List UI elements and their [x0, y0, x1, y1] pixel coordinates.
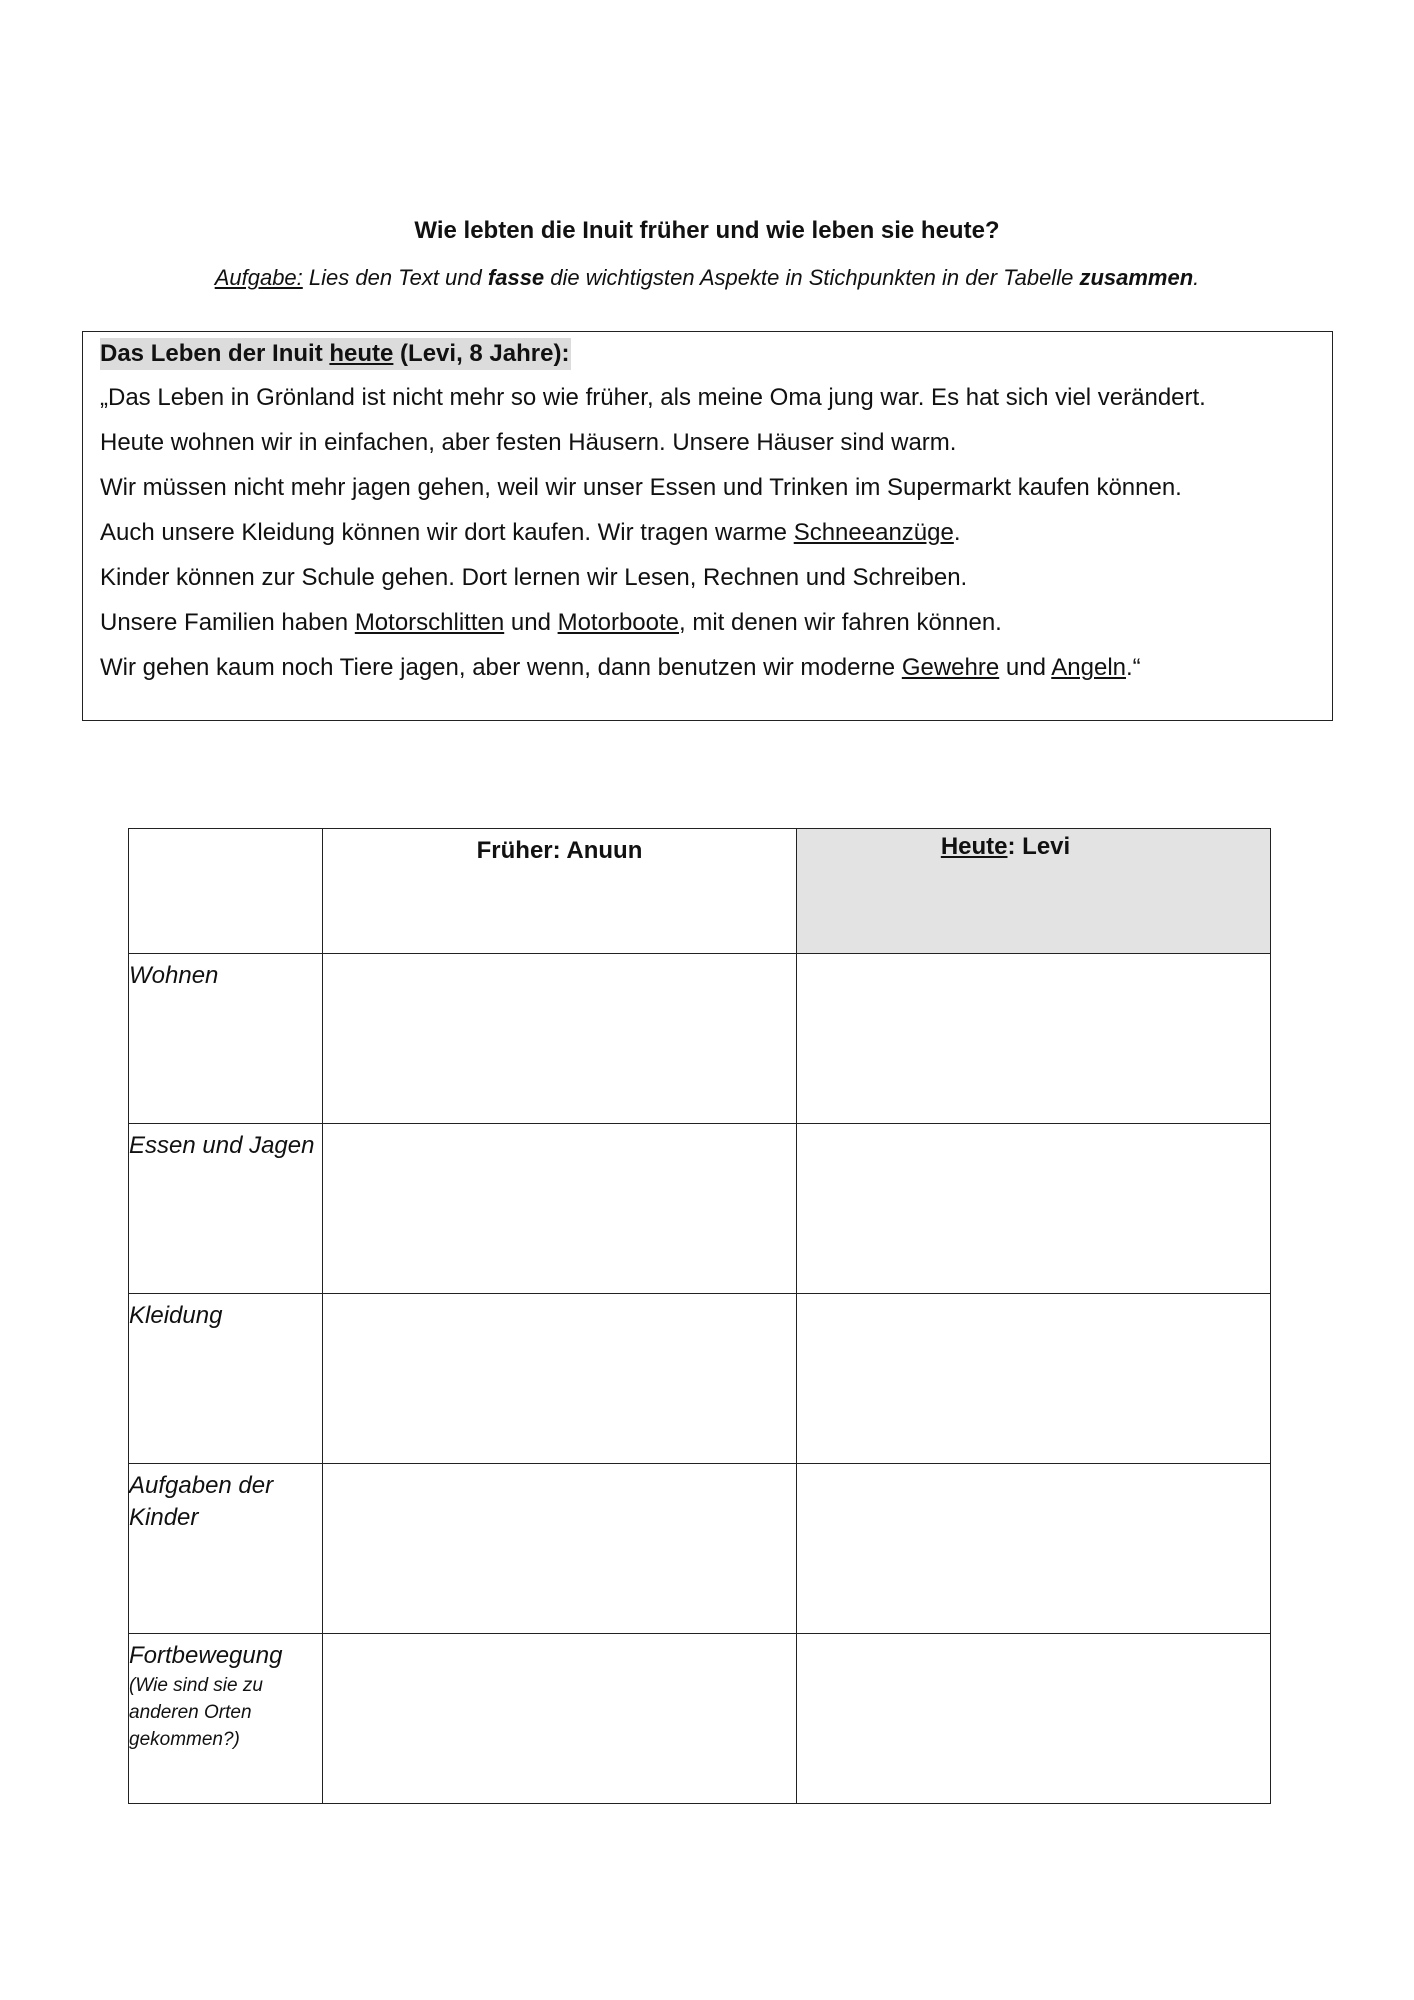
answer-cell-heute[interactable]: [797, 954, 1271, 1124]
reading-text-box: [82, 331, 1333, 721]
table-row: [129, 1124, 1271, 1294]
row-label-text: Kleidung: [129, 1302, 223, 1329]
task-instruction: [0, 264, 1414, 292]
text-part: , mit denen wir fahren können.: [679, 609, 1002, 636]
answer-cell-heute[interactable]: [797, 1464, 1271, 1634]
text-part: und: [504, 609, 558, 636]
text-underlined: Schneeanzüge: [793, 519, 954, 546]
text-line-1: „Das Leben in Grönland ist nicht mehr so wie früher, als meine Oma jung war. Es hat sich viel verändert.: [100, 384, 1206, 411]
heading-part: (Levi, 8 Jahre):: [393, 340, 570, 367]
answer-cell-frueher[interactable]: [323, 1464, 797, 1634]
text-underlined: Motorschlitten: [354, 609, 505, 636]
row-label-text: Aufgaben der Kinder: [129, 1472, 274, 1531]
header-heute: [797, 829, 1270, 861]
answer-cell-frueher[interactable]: [323, 1294, 797, 1464]
task-text-1: Lies den Text und: [302, 265, 488, 290]
text-underlined: Motorboote: [557, 609, 679, 636]
text-part: .“: [1126, 654, 1141, 681]
comparison-table: [128, 828, 1271, 1804]
header-heute-underlined: Heute: [940, 833, 1008, 860]
page-title: Wie lebten die Inuit früher und wie leben sie heute?: [414, 217, 1000, 244]
row-label-wohnen: [129, 954, 323, 1124]
answer-cell-frueher[interactable]: [323, 1634, 797, 1804]
text-part: und: [999, 654, 1052, 681]
row-label-text: Fortbewegung: [129, 1642, 283, 1669]
row-label-text: Wohnen: [129, 962, 219, 989]
row-label-kleidung: [129, 1294, 323, 1464]
text-underlined: Angeln: [1051, 654, 1126, 681]
task-keyword-zusammen: zusammen: [1079, 265, 1194, 290]
heading-part: Das Leben der Inuit: [100, 340, 330, 367]
row-label-text: Essen und Jagen: [129, 1132, 315, 1159]
header-heute-rest: : Levi: [1007, 833, 1071, 860]
table-header-row: [129, 829, 1271, 954]
answer-cell-frueher[interactable]: [323, 1124, 797, 1294]
text-line-5: Kinder können zur Schule gehen. Dort lernen wir Lesen, Rechnen und Schreiben.: [100, 564, 968, 591]
task-keyword-fasse: fasse: [487, 265, 545, 290]
header-empty-cell: [129, 829, 323, 954]
table-row: [129, 1294, 1271, 1464]
text-underlined: Gewehre: [901, 654, 1000, 681]
text-line-6: [100, 607, 1332, 639]
header-cell-frueher: [323, 829, 797, 954]
answer-cell-heute[interactable]: [797, 1634, 1271, 1804]
table-row: [129, 954, 1271, 1124]
row-label-subtext: (Wie sind sie zu anderen Orten gekommen?): [129, 1675, 263, 1750]
task-text-2: die wichtigsten Aspekte in Stichpunkten in der Tabelle: [544, 265, 1080, 290]
heading-underlined: heute: [329, 340, 394, 367]
task-text-end: .: [1193, 265, 1200, 290]
text-line-4: [100, 517, 1332, 549]
row-label-aufgaben: [129, 1464, 323, 1634]
text-part: Unsere Familien haben: [100, 609, 355, 636]
task-label: Aufgabe:: [214, 265, 303, 290]
text-part: Auch unsere Kleidung können wir dort kaufen. Wir tragen warme: [100, 519, 794, 546]
row-label-fortbewegung: [129, 1634, 323, 1804]
table-row: [129, 1634, 1271, 1804]
text-part: Wir gehen kaum noch Tiere jagen, aber wenn, dann benutzen wir moderne: [100, 654, 902, 681]
row-label-essen: [129, 1124, 323, 1294]
answer-cell-frueher[interactable]: [323, 954, 797, 1124]
answer-cell-heute[interactable]: [797, 1124, 1271, 1294]
table-row: [129, 1464, 1271, 1634]
text-part: .: [953, 519, 961, 546]
answer-cell-heute[interactable]: [797, 1294, 1271, 1464]
header-frueher: Früher: Anuun: [476, 837, 643, 864]
text-line-2: Heute wohnen wir in einfachen, aber festen Häusern. Unsere Häuser sind warm.: [100, 429, 957, 456]
header-cell-heute: [797, 829, 1271, 954]
text-heading: [100, 338, 571, 370]
text-line-7: [100, 652, 1332, 684]
text-line-3: Wir müssen nicht mehr jagen gehen, weil wir unser Essen und Trinken im Supermarkt kaufen können.: [100, 474, 1182, 501]
